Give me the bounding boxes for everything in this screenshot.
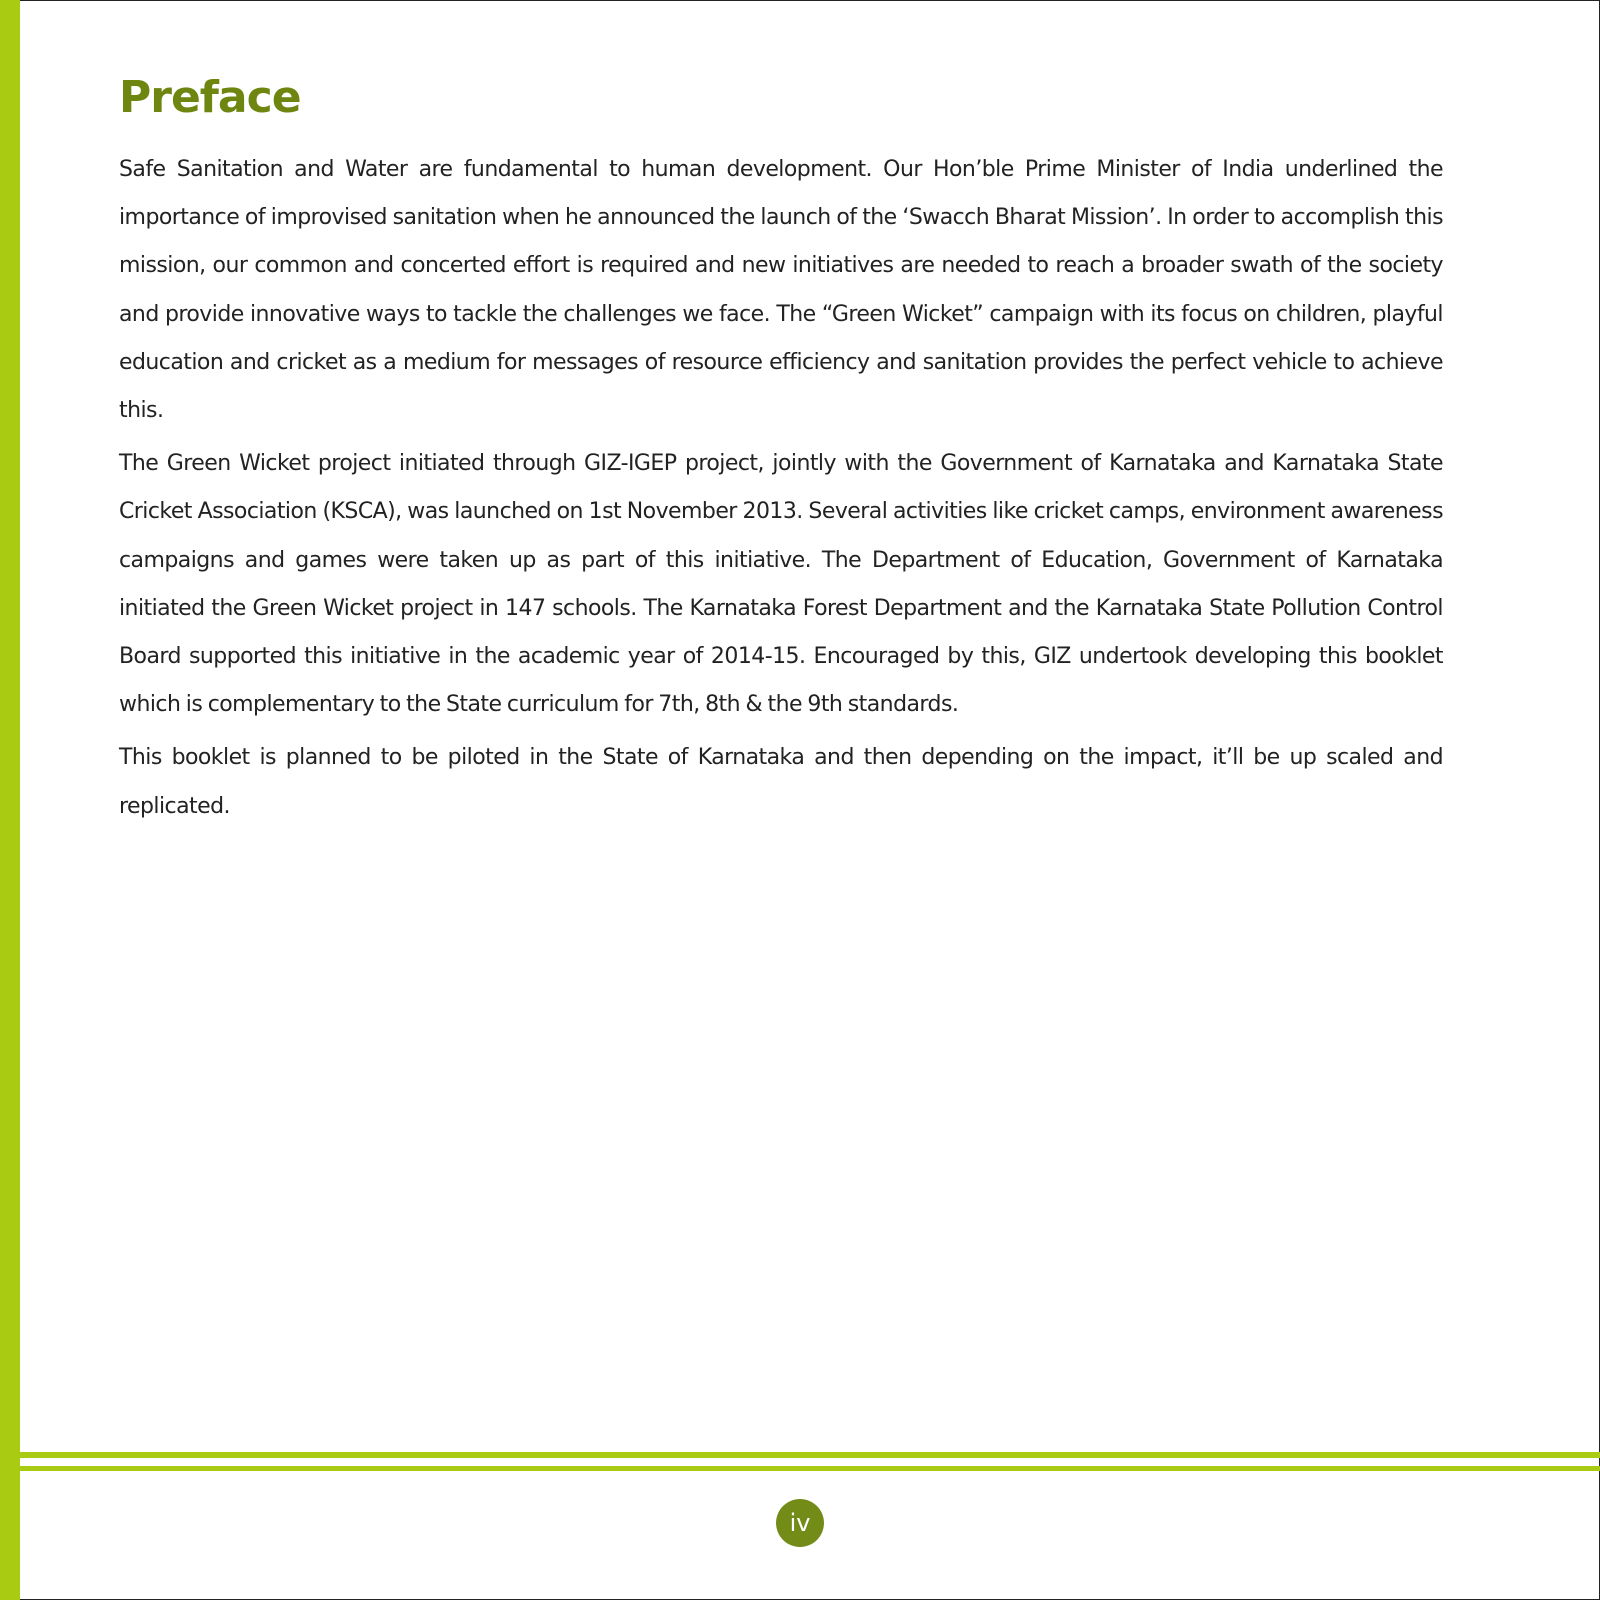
footer-rule-bottom xyxy=(20,1466,1600,1471)
footer-rule-top xyxy=(20,1452,1600,1458)
paragraph-1: Safe Sanitation and Water are fundamental to human development. Our Hon’ble Prime Minister of India underlined the importance of improvised sanitation when he announced the launch of the ‘Swacch Bharat Mission’. In order to accomplish this mission, our common and concerted effort is required and new initiatives are needed to reach a broader swath of the society and provide innovative ways to tackle the challenges we face. The “Green Wicket” campaign with its focus on children, playful education and cricket as a medium for messages of resource efficiency and sanitation provides the perfect vehicle to achieve this. xyxy=(119,157,1443,424)
paragraph-3: This booklet is planned to be piloted in the State of Karnataka and then depending on the impact, it’ll be up scaled and replicated. xyxy=(119,745,1443,819)
left-accent-bar xyxy=(0,0,20,1600)
paragraph-2: The Green Wicket project initiated through GIZ-IGEP project, jointly with the Government of Karnataka and Karnataka State Cricket Association (KSCA), was launched on 1st November 2013. Several activities like cricket camps, environment awareness campaigns and games were taken up as part of this initiative. The Department of Education, Government of Karnataka initiated the Green Wicket project in 147 schools. The Karnataka Forest Department and the Karnataka State Pollution Control Board supported this initiative in the academic year of 2014-15. Encouraged by this, GIZ undertook developing this booklet which is complementary to the State curriculum for 7th, 8th & the 9th standards. xyxy=(119,451,1443,718)
page-title: Preface xyxy=(119,72,301,123)
preface-body xyxy=(119,146,1443,836)
page-number-badge: iv xyxy=(776,1499,824,1547)
